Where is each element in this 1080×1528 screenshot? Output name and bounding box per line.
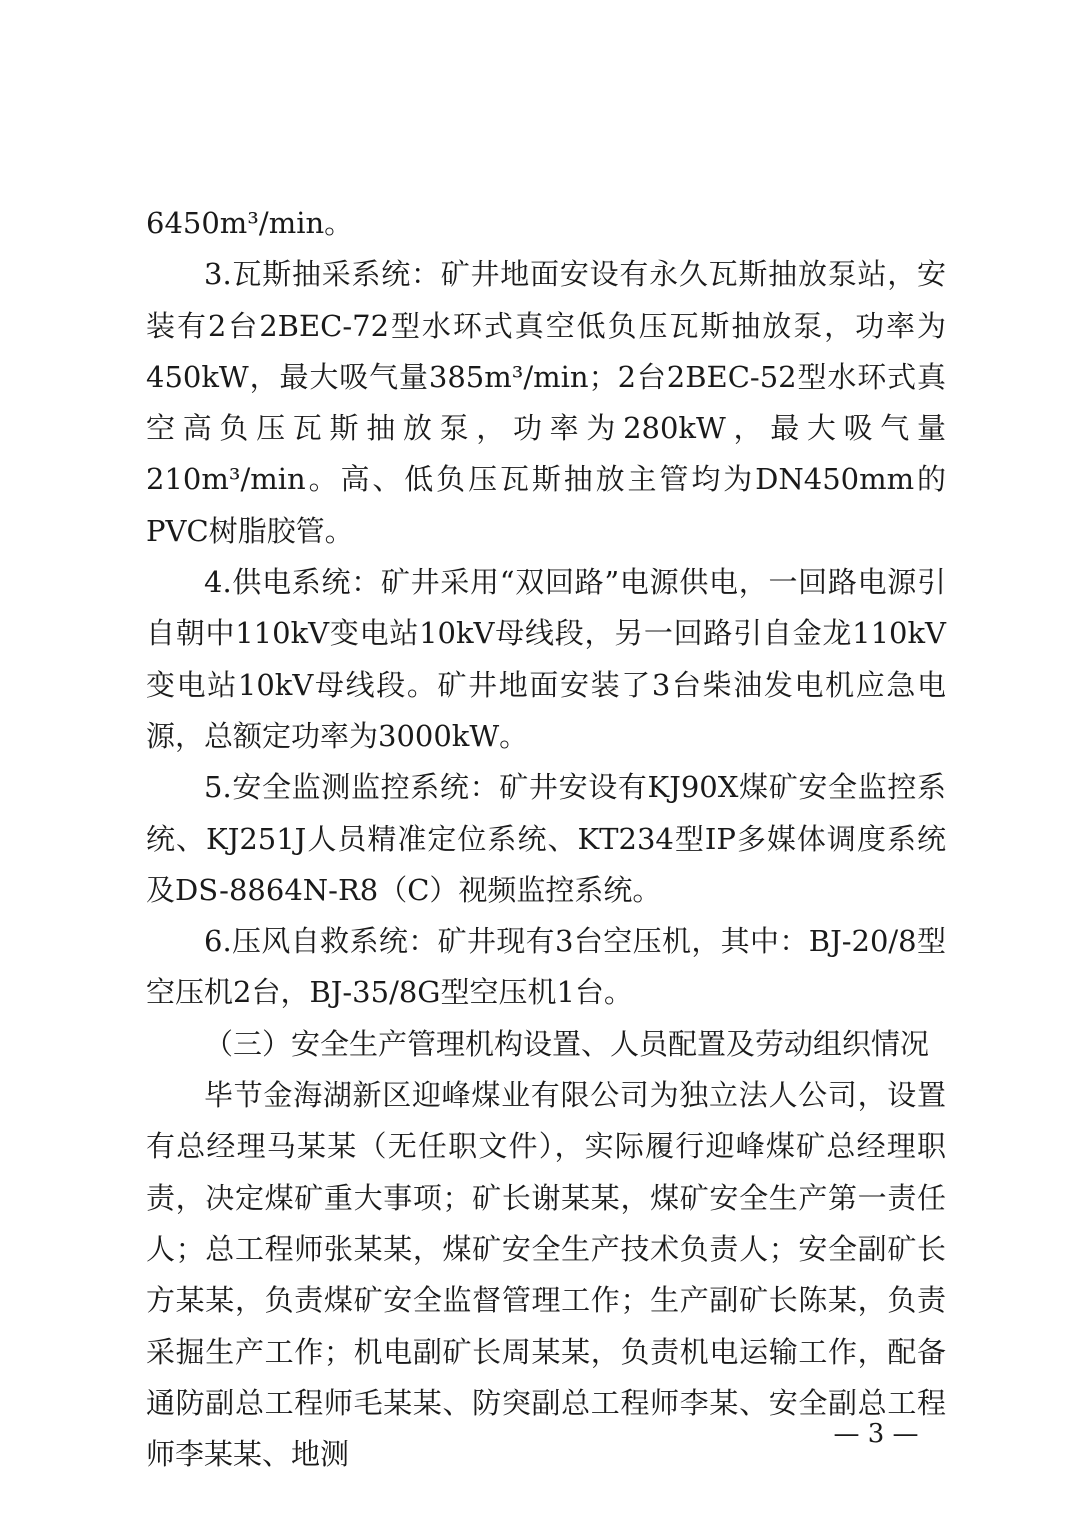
- paragraph-gas-extraction-system: 3.瓦斯抽采系统：矿井地面安设有永久瓦斯抽放泵站，安装有2台2BEC-72型水环式真空低负压瓦斯抽放泵，功率为450kW，最大吸气量385m³/min；2台2BEC-52型水环式真空高负压瓦斯抽放泵，功率为280kW，最大吸气量210m³/min。高、低负压瓦斯抽放主管均为DN450mm的PVC树脂胶管。: [146, 257, 946, 548]
- paragraph-continuation: 6450m³/min。: [146, 206, 354, 240]
- paragraph-power-supply-system: 4.供电系统：矿井采用“双回路”电源供电，一回路电源引自朝中110kV变电站10kV母线段，另一回路引自金龙110kV变电站10kV母线段。矿井地面安装了3台柴油发电机应急电源，总额定功率为3000kW。: [146, 565, 946, 753]
- document-body: [146, 198, 946, 1480]
- paragraph-management-structure: 毕节金海湖新区迎峰煤业有限公司为独立法人公司，设置有总经理马某某（无任职文件），实际履行迎峰煤矿总经理职责，决定煤矿重大事项；矿长谢某某，煤矿安全生产第一责任人；总工程师张某某，煤矿安全生产技术负责人；安全副矿长方某某，负责煤矿安全监督管理工作；生产副矿长陈某，负责采掘生产工作；机电副矿长周某某，负责机电运输工作，配备通防副总工程师毛某某、防突副总工程师李某、安全副总工程师李某某、地测: [146, 1078, 946, 1472]
- paragraph-compressed-air-system: 6.压风自救系统：矿井现有3台空压机，其中：BJ-20/8型空压机2台，BJ-35/8G型空压机1台。: [146, 924, 946, 1010]
- section-heading: （三）安全生产管理机构设置、人员配置及劳动组织情况: [204, 1026, 930, 1061]
- page-number: — 3 —: [833, 1419, 919, 1449]
- paragraph-safety-monitoring-system: 5.安全监测监控系统：矿井安设有KJ90X煤矿安全监控系统、KJ251J人员精准定位系统、KT234型IP多媒体调度系统及DS-8864N-R8（C）视频监控系统。: [146, 770, 946, 907]
